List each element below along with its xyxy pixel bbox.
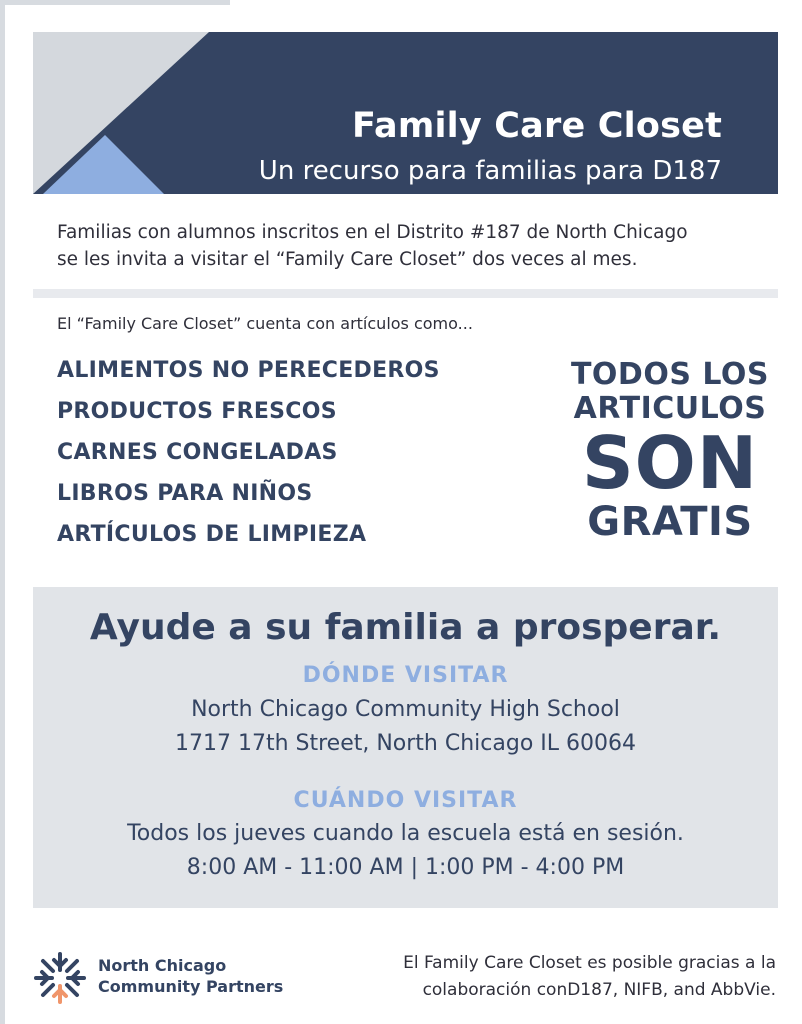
list-item: CARNES CONGELADAS bbox=[57, 440, 338, 465]
intro-line-2: se les invita a visitar el “Family Care Closet” dos veces al mes. bbox=[57, 249, 638, 270]
location-name: North Chicago Community High School bbox=[191, 697, 620, 722]
credits bbox=[403, 950, 776, 1004]
schedule-day: Todos los jueves cuando la escuela está en sesión. bbox=[127, 821, 684, 846]
credits-line-1: El Family Care Closet es posible gracias a la bbox=[403, 953, 776, 973]
free-callout-line-3: SON bbox=[581, 421, 759, 505]
page-top-edge bbox=[0, 0, 230, 5]
intro-paragraph bbox=[57, 219, 757, 273]
page-subtitle: Un recurso para familias para D187 bbox=[258, 156, 722, 186]
schedule-hours: 8:00 AM - 11:00 AM | 1:00 PM - 4:00 PM bbox=[186, 855, 625, 880]
page-title: Family Care Closet bbox=[351, 106, 722, 146]
org-name-line-2: Community Partners bbox=[98, 977, 284, 996]
info-box bbox=[33, 587, 778, 908]
snowflake-arrows-logo-icon bbox=[30, 948, 90, 1008]
header-banner bbox=[33, 32, 778, 194]
list-item: LIBROS PARA NIÑOS bbox=[57, 481, 313, 506]
items-list bbox=[57, 356, 440, 561]
free-callout bbox=[565, 358, 775, 544]
credits-line-2: colaboración conD187, NIFB, and AbbVie. bbox=[422, 980, 776, 1000]
free-callout-line-2: ARTICULOS bbox=[573, 391, 767, 426]
items-intro: El “Family Care Closet” cuenta con artículos como... bbox=[57, 314, 473, 333]
list-item: ARTÍCULOS DE LIMPIEZA bbox=[57, 522, 367, 547]
where-label: DÓNDE VISITAR bbox=[302, 663, 509, 688]
info-title: Ayude a su familia a prosperar. bbox=[89, 607, 722, 648]
org-name-line-1: North Chicago bbox=[98, 956, 227, 975]
location-address: 1717 17th Street, North Chicago IL 60064 bbox=[174, 731, 637, 756]
free-callout-line-4: GRATIS bbox=[587, 499, 753, 545]
org-name bbox=[98, 955, 283, 997]
intro-line-1: Familias con alumnos inscritos en el Distrito #187 de North Chicago bbox=[57, 222, 688, 243]
list-item: ALIMENTOS NO PERECEDEROS bbox=[57, 358, 440, 383]
section-divider bbox=[33, 289, 778, 298]
list-item: PRODUCTOS FRESCOS bbox=[57, 399, 337, 424]
when-label: CUÁNDO VISITAR bbox=[293, 788, 518, 813]
free-callout-line-1: TODOS LOS bbox=[570, 357, 770, 392]
page-edge bbox=[0, 0, 5, 1024]
